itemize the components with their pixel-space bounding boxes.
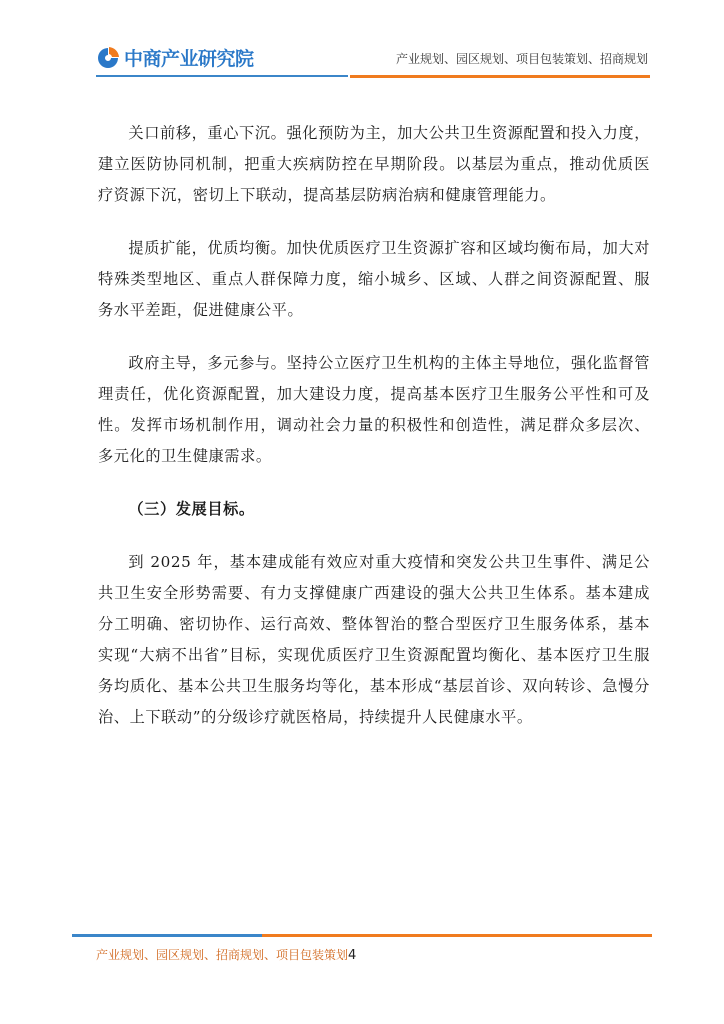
document-body bbox=[98, 118, 650, 755]
paragraph: 提质扩能，优质均衡。加快优质医疗卫生资源扩容和区域均衡布局，加大对特殊类型地区、重点人群保障力度，缩小城乡、区域、人群之间资源配置、服务水平差距，促进健康公平。 bbox=[98, 239, 650, 319]
logo bbox=[96, 44, 254, 71]
header-divider-orange bbox=[350, 75, 650, 78]
logo-icon bbox=[96, 46, 120, 70]
paragraph: 到 2025 年，基本建成能有效应对重大疫情和突发公共卫生事件、满足公共卫生安全形势需要、有力支撑健康广西建设的强大公共卫生体系。基本建成分工明确、密切协作、运行高效、整体智治的整合型医疗卫生服务体系，基本实现“大病不出省”目标，实现优质医疗卫生资源配置均衡化、基本医疗卫生服务均质化、基本公共卫生服务均等化，基本形成“基层首诊、双向转诊、急慢分治、上下联动”的分级诊疗就医格局，持续提升人民健康水平。 bbox=[98, 553, 650, 726]
header-divider-blue bbox=[96, 75, 348, 77]
page-footer bbox=[96, 946, 356, 963]
section-heading: （三）发展目标。 bbox=[128, 500, 255, 518]
footer-tagline: 产业规划、园区规划、招商规划、项目包装策划 bbox=[96, 948, 349, 962]
logo-text: 中商产业研究院 bbox=[124, 48, 254, 70]
paragraph: 政府主导，多元参与。坚持公立医疗卫生机构的主体主导地位，强化监督管理责任，优化资源配置，加大建设力度，提高基本医疗卫生服务公平性和可及性。发挥市场机制作用，调动社会力量的积极性和创造性，满足群众多层次、多元化的卫生健康需求。 bbox=[98, 354, 650, 465]
page-header bbox=[0, 0, 724, 82]
footer-divider-orange bbox=[262, 934, 652, 937]
page-number: 4 bbox=[348, 948, 357, 963]
paragraph: 关口前移，重心下沉。强化预防为主，加大公共卫生资源配置和投入力度，建立医防协同机制，把重大疾病防控在早期阶段。以基层为重点，推动优质医疗资源下沉，密切上下联动，提高基层防病治病和健康管理能力。 bbox=[98, 124, 650, 204]
footer-divider-blue bbox=[72, 934, 262, 937]
header-tagline: 产业规划、园区规划、项目包装策划、招商规划 bbox=[395, 52, 648, 66]
